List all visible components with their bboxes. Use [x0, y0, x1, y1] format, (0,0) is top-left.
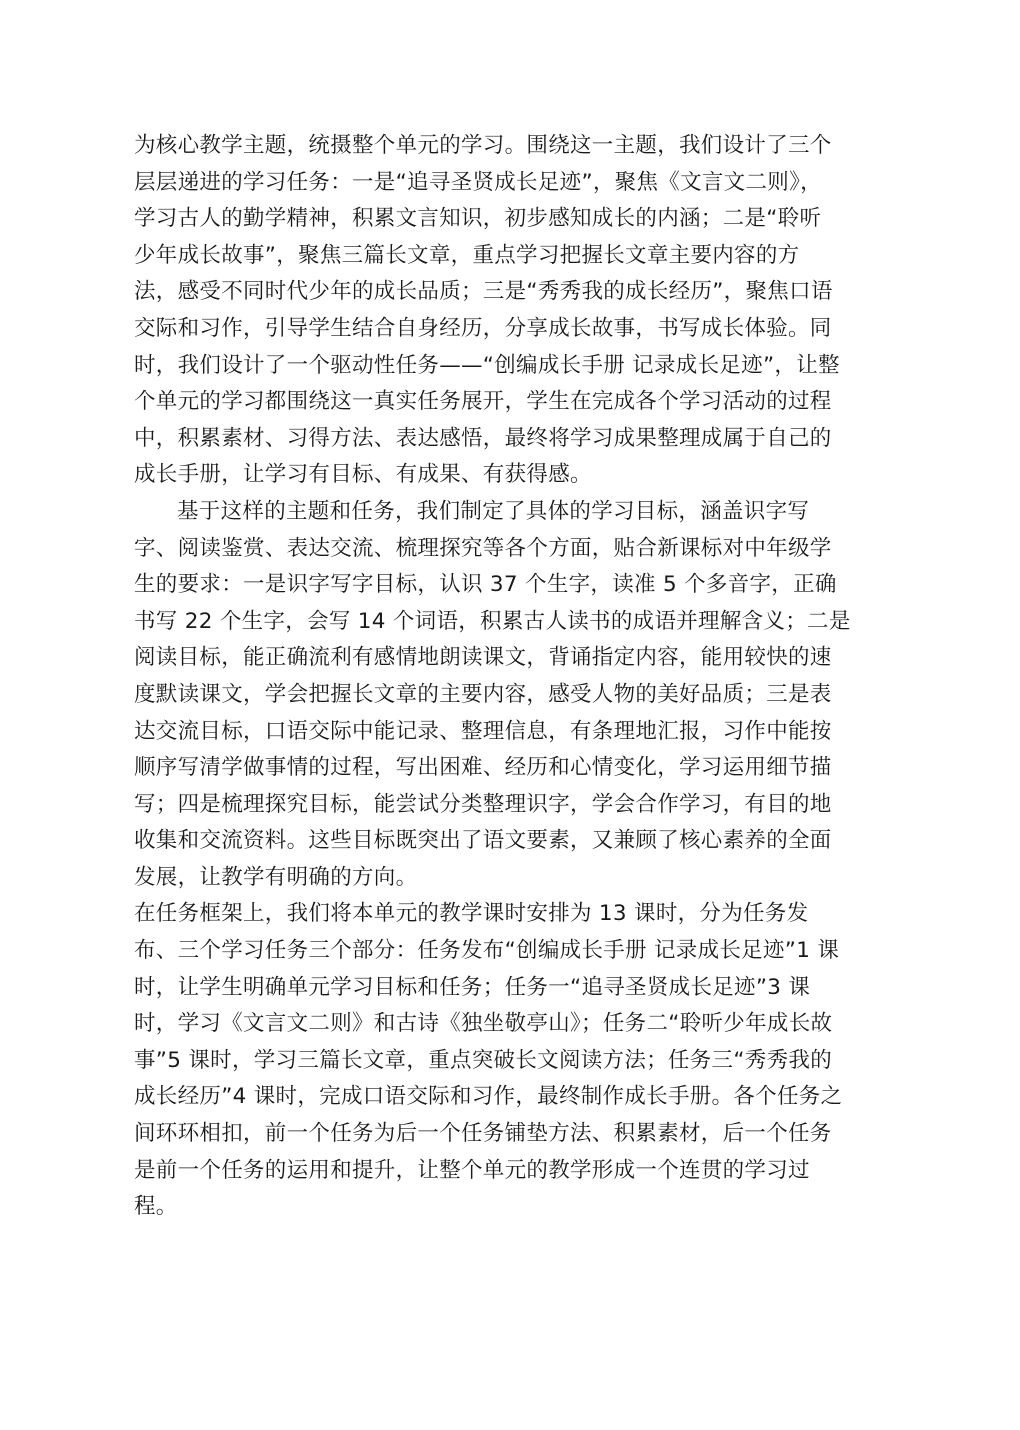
text-line: 顺序写清学做事情的过程，写出困难、经历和心情变化，学习运用细节描	[134, 755, 832, 781]
paragraph-first-line: 在任务框架上，我们将本单元的教学课时安排为 13 课时，分为任务发	[134, 901, 809, 927]
body-text	[134, 128, 894, 1226]
text-line: 收集和交流资料。这些目标既突出了语文要素，又兼顾了核心素养的全面	[134, 828, 832, 854]
text-line: 成长经历”4 课时，完成口语交际和习作，最终制作成长手册。各个任务之	[134, 1084, 843, 1110]
text-line: 中，积累素材、习得方法、表达感悟，最终将学习成果整理成属于自己的	[134, 425, 832, 451]
text-line: 成长手册，让学习有目标、有成果、有获得感。	[134, 462, 592, 488]
text-line: 阅读目标，能正确流利有感情地朗读课文，背诵指定内容，能用较快的速	[134, 645, 832, 671]
text-line: 生的要求：一是识字写字目标，认识 37 个生字，读准 5 个多音字，正确	[134, 572, 837, 598]
text-line: 发展，让教学有明确的方向。	[134, 864, 418, 890]
text-line: 少年成长故事”，聚焦三篇长文章，重点学习把握长文章主要内容的方	[134, 242, 800, 268]
text-line: 为核心教学主题，统摄整个单元的学习。围绕这一主题，我们设计了三个	[134, 133, 832, 158]
text-line: 布、三个学习任务三个部分：任务发布“创编成长手册 记录成长足迹”1 课	[134, 938, 840, 964]
text-line: 时，让学生明确单元学习目标和任务；任务一“追寻圣贤成长足迹”3 课	[134, 974, 811, 1000]
text-line: 法，感受不同时代少年的成长品质；三是“秀秀我的成长经历”，聚焦口语	[134, 279, 833, 305]
text-line: 度默读课文，学会把握长文章的主要内容，感受人物的美好品质；三是表	[134, 681, 832, 707]
text-line: 程。	[134, 1194, 178, 1220]
paragraph-first-line: 基于这样的主题和任务，我们制定了具体的学习目标，涵盖识字写	[177, 498, 810, 524]
text-line: 事”5 课时，学习三篇长文章，重点突破长文阅读方法；任务三“秀秀我的	[134, 1047, 832, 1073]
text-line: 学习古人的勤学精神，积累文言知识，初步感知成长的内涵；二是“聆听	[134, 206, 822, 232]
text-line: 层层递进的学习任务：一是“追寻圣贤成长足迹”，聚焦《文言文二则》，	[134, 169, 822, 195]
text-line: 写；四是梳理探究目标，能尝试分类整理识字，学会合作学习，有目的地	[134, 791, 832, 817]
text-line: 间环环相扣，前一个任务为后一个任务铺垫方法、积累素材，后一个任务	[134, 1121, 832, 1147]
text-line: 达交流目标，口语交际中能记录、整理信息，有条理地汇报，习作中能按	[134, 718, 832, 744]
text-line: 是前一个任务的运用和提升，让整个单元的教学形成一个连贯的学习过	[134, 1157, 810, 1183]
text-line: 时，学习《文言文二则》和古诗《独坐敬亭山》；任务二“聆听少年成长故	[134, 1011, 833, 1037]
text-line: 交际和习作，引导学生结合自身经历，分享成长故事，书写成长体验。同	[134, 315, 832, 341]
text-line: 个单元的学习都围绕这一真实任务展开，学生在完成各个学习活动的过程	[134, 389, 832, 415]
text-line: 书写 22 个生字，会写 14 个词语，积累古人读书的成语并理解含义；二是	[134, 608, 851, 634]
text-line: 时，我们设计了一个驱动性任务——“创编成长手册 记录成长足迹”，让整	[134, 352, 840, 378]
text-line: 字、阅读鉴赏、表达交流、梳理探究等各个方面，贴合新课标对中年级学	[134, 535, 832, 561]
